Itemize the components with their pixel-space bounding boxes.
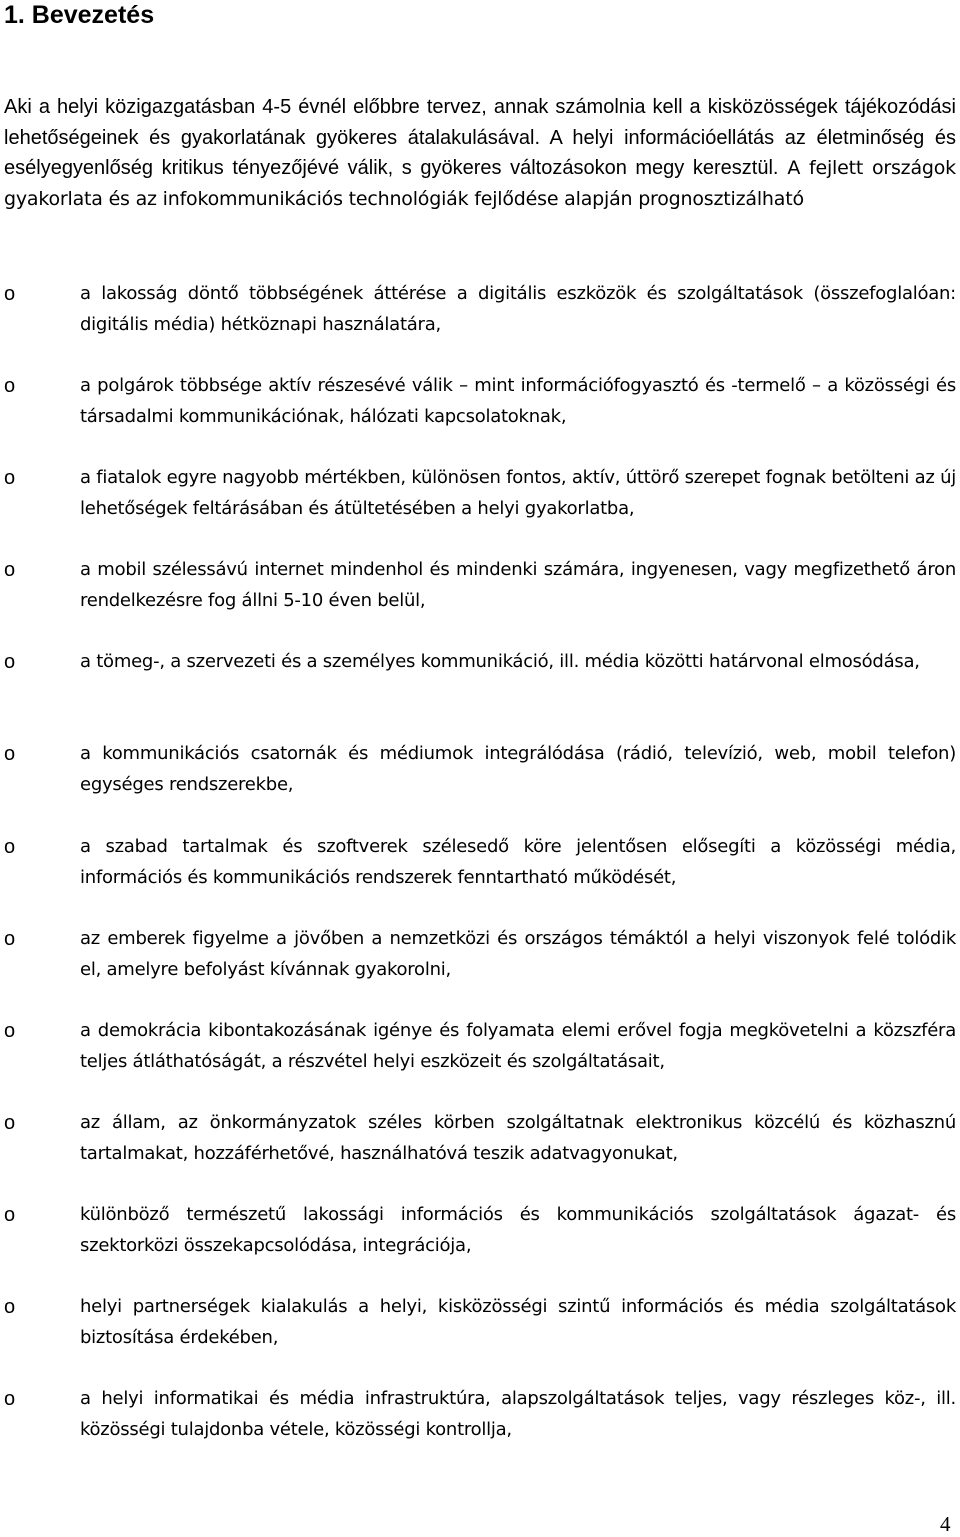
- bullet-icon: o: [4, 467, 15, 489]
- list-item-text: a szabad tartalmak és szoftverek szélesedő köre jelentősen elősegíti a közösségi média, információs és kommunikációs rendszerek fenntartható működését,: [80, 836, 956, 888]
- list-item-text: a mobil szélessávú internet mindenhol és mindenki számára, ingyenesen, vagy megfizethető áron rendelkezésre fog állni 5-10 éven belül,: [80, 559, 956, 611]
- list-item-text: a helyi informatikai és média infrastruktúra, alapszolgáltatások teljes, vagy részleges köz-, ill. közösségi tulajdonba vétele, közösségi kontrollja,: [80, 1388, 956, 1440]
- list-item-text: az emberek figyelme a jövőben a nemzetközi és országos témáktól a helyi viszonyok felé tolódik el, amelyre befolyást kívánnak gyakorolni,: [80, 928, 956, 980]
- list-item-text: a polgárok többsége aktív részesévé válik – mint információfogyasztó és -termelő – a közösségi és társadalmi kommunikációnak, hálózati kapcsolatoknak,: [80, 375, 956, 427]
- bullet-icon: o: [4, 1020, 15, 1042]
- list-item-text: a kommunikációs csatornák és médiumok integrálódása (rádió, televízió, web, mobil telefon) egységes rendszerekbe,: [80, 743, 956, 795]
- bullet-icon: o: [4, 1112, 15, 1134]
- bullet-icon: o: [4, 283, 15, 305]
- bullet-icon: o: [4, 651, 15, 673]
- bullet-icon: o: [4, 559, 15, 581]
- bullet-icon: o: [4, 1388, 15, 1410]
- list-item-text: a lakosság döntő többségének áttérése a digitális eszközök és szolgáltatások (összefoglalóan: digitális média) hétköznapi használatára,: [80, 283, 956, 335]
- list-item-text: a tömeg-, a szervezeti és a személyes kommunikáció, ill. média közötti határvonal elmosódása,: [80, 651, 920, 672]
- bullet-icon: o: [4, 375, 15, 397]
- bullet-icon: o: [4, 1296, 15, 1318]
- list-item-text: a fiatalok egyre nagyobb mértékben, különösen fontos, aktív, úttörő szerepet fognak betölteni az új lehetőségek feltárásában és átültetésében a helyi gyakorlatba,: [80, 467, 956, 519]
- section-heading: 1. Bevezetés: [4, 1, 155, 29]
- intro-text-part-1: Aki a helyi közigazgatásban 4-5 évnél előbbre tervez, annak számolnia kell a kisközösségek tájékozódási lehetőségeinek és gyakorlatának gyökeres átalakulásával. A helyi információellátás az életminőség és esélyegyenlőség kritikus tényezőjévé válik, s gyökeres változásokon megy keresztül.: [4, 96, 956, 180]
- bullet-icon: o: [4, 1204, 15, 1226]
- intro-paragraph: [4, 92, 956, 214]
- list-item-text: helyi partnerségek kialakulás a helyi, kisközösségi szintű információs és média szolgáltatások biztosítása érdekében,: [80, 1296, 956, 1348]
- list-item-text: különböző természetű lakossági információs és kommunikációs szolgáltatások ágazat- és szektorközi összekapcsolódása, integrációja,: [80, 1204, 956, 1256]
- intro-text-part-2: A fejlett országok gyakorlata és az infokommunikációs technológiák fejlődése alapján prognosztizálható: [4, 157, 956, 210]
- bullet-icon: o: [4, 836, 15, 858]
- list-item-text: az állam, az önkormányzatok széles körben szolgáltatnak elektronikus közcélú és közhasznú tartalmakat, hozzáférhetővé, használhatóvá teszik adatvagyonukat,: [80, 1112, 956, 1164]
- bullet-icon: o: [4, 743, 15, 765]
- page-number: 4: [940, 1512, 951, 1536]
- bullet-icon: o: [4, 928, 15, 950]
- list-item-text: a demokrácia kibontakozásának igénye és folyamata elemi erővel fogja megkövetelni a közszféra teljes átláthatóságát, a részvétel helyi eszközeit és szolgáltatásait,: [80, 1020, 956, 1072]
